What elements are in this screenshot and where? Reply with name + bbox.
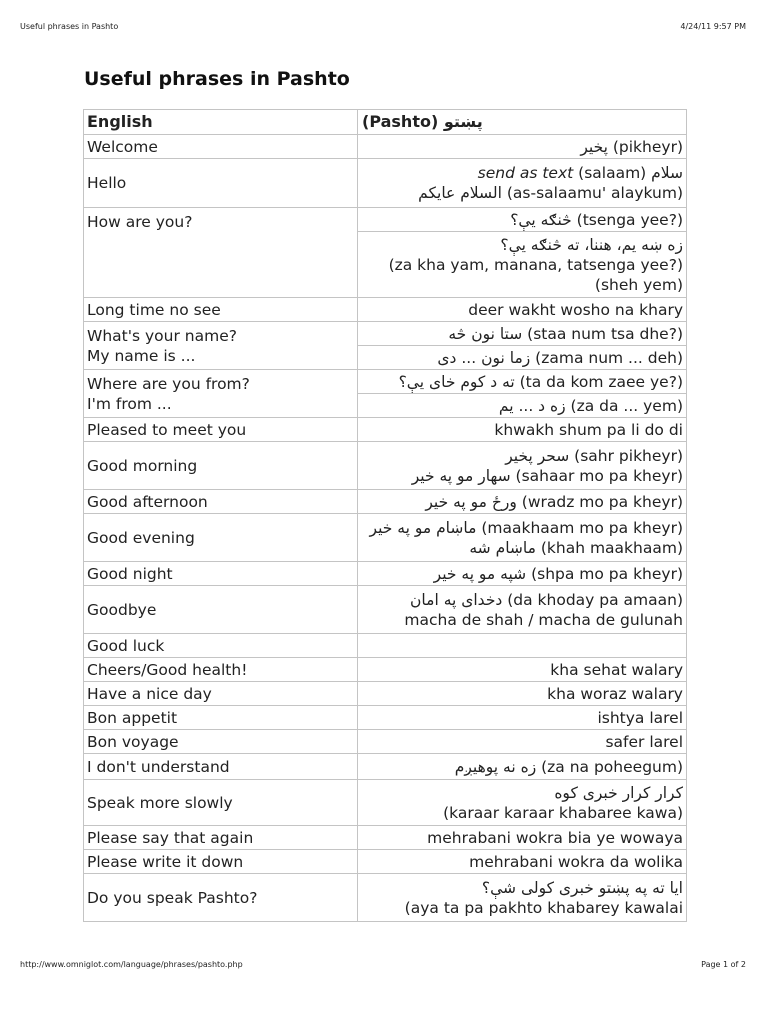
table-row [84, 658, 687, 682]
english-cell: Welcome [84, 135, 358, 159]
pashto-cell: زه نه پوهيږم (za na poheegum) [358, 754, 687, 780]
pashto-cell: deer wakht wosho na khary [358, 298, 687, 322]
pashto-cell: شپه مو په خير (shpa mo pa kheyr) [358, 562, 687, 586]
english-cell: Bon voyage [84, 730, 358, 754]
table-row [84, 514, 687, 562]
table-row [84, 634, 687, 658]
english-cell: Good night [84, 562, 358, 586]
pashto-cell: ماښام مو په خير (maakhaam mo pa kheyr) ماښام شه (khah maakhaam) [358, 514, 687, 562]
english-cell: Please write it down [84, 850, 358, 874]
pashto-cell: زه ښه يم، هننا، ته څنګه يې؟ (za kha yam, manana, tatsenga yee?) (sheh yem) [358, 232, 687, 298]
table-row [84, 706, 687, 730]
english-cell: Pleased to meet you [84, 418, 358, 442]
english-cell: Hello [84, 159, 358, 208]
pashto-cell: زما نون ... دی (zama num ... deh) [358, 346, 687, 370]
table-row [84, 322, 687, 346]
english-cell: Speak more slowly [84, 780, 358, 826]
pashto-cell [358, 634, 687, 658]
english-cell: What's your name? My name is ... [84, 322, 358, 370]
table-row [84, 135, 687, 159]
send-as-text-line: send as text (salaam) سلام [477, 164, 683, 182]
english-cell: Good evening [84, 514, 358, 562]
table-row [84, 730, 687, 754]
table-row [84, 754, 687, 780]
pashto-cell: mehrabani wokra da wolika [358, 850, 687, 874]
pashto-cell: پخير (pikheyr) [358, 135, 687, 159]
pashto-cell: ستا نون څه (staa num tsa dhe?) [358, 322, 687, 346]
english-cell: Please say that again [84, 826, 358, 850]
english-cell: Bon appetit [84, 706, 358, 730]
english-cell: Have a nice day [84, 682, 358, 706]
table-row [84, 370, 687, 394]
english-cell: Do you speak Pashto? [84, 874, 358, 922]
english-cell: I don't understand [84, 754, 358, 780]
table-row [84, 826, 687, 850]
column-header-pashto: (Pashto) پښتو [358, 110, 687, 135]
table-row [84, 442, 687, 490]
footer-page-number: Page 1 of 2 [701, 960, 746, 969]
table-header-row [84, 110, 687, 135]
table-row [84, 780, 687, 826]
header-timestamp: 4/24/11 9:57 PM [680, 22, 746, 31]
english-cell: Long time no see [84, 298, 358, 322]
pashto-cell: khwakh shum pa li do di [358, 418, 687, 442]
pashto-cell: mehrabani wokra bia ye wowaya [358, 826, 687, 850]
pashto-cell: send as text (salaam) سلام السلام عايکم (as-salaamu' alaykum) [358, 159, 687, 208]
pashto-cell: دخدای په امان (da khoday pa amaan) macha de shah / macha de gulunah [358, 586, 687, 634]
english-cell: Good morning [84, 442, 358, 490]
table-row [84, 850, 687, 874]
pashto-cell: safer larel [358, 730, 687, 754]
pashto-cell: ته د کوم خای يې؟ (ta da kom zaee ye?) [358, 370, 687, 394]
english-cell: How are you? [84, 208, 358, 298]
english-cell: Good afternoon [84, 490, 358, 514]
table-row [84, 418, 687, 442]
pashto-cell: زه د ... يم (za da ... yem) [358, 394, 687, 418]
footer-url: http://www.omniglot.com/language/phrases/pashto.php [20, 960, 243, 969]
column-header-english: English [84, 110, 358, 135]
phrases-table [83, 109, 687, 922]
header-page-title: Useful phrases in Pashto [20, 22, 119, 31]
table-row [84, 682, 687, 706]
pashto-cell: kha sehat walary [358, 658, 687, 682]
pashto-cell: ايا ته په پښتو خبری کولی شې؟ (aya ta pa pakhto khabarey kawalai [358, 874, 687, 922]
pashto-cell: سحر پخير (sahr pikheyr) سهار مو په خير (sahaar mo pa kheyr) [358, 442, 687, 490]
pashto-cell: کرار کرار خبری کوه (karaar karaar khabaree kawa) [358, 780, 687, 826]
pashto-cell: ishtya larel [358, 706, 687, 730]
english-cell: Where are you from? I'm from ... [84, 370, 358, 418]
table-row [84, 490, 687, 514]
english-cell: Goodbye [84, 586, 358, 634]
pashto-cell: kha woraz walary [358, 682, 687, 706]
page-title: Useful phrases in Pashto [84, 68, 350, 90]
table-row [84, 298, 687, 322]
pashto-cell: ورځ مو په خير (wradz mo pa kheyr) [358, 490, 687, 514]
send-as-text-label: send as text [477, 164, 574, 182]
table-row [84, 159, 687, 208]
table-row [84, 208, 687, 232]
table-row [84, 586, 687, 634]
table-row [84, 562, 687, 586]
english-cell: Cheers/Good health! [84, 658, 358, 682]
pashto-cell: څنګه يې؟ (tsenga yee?) [358, 208, 687, 232]
table-row [84, 874, 687, 922]
english-cell: Good luck [84, 634, 358, 658]
